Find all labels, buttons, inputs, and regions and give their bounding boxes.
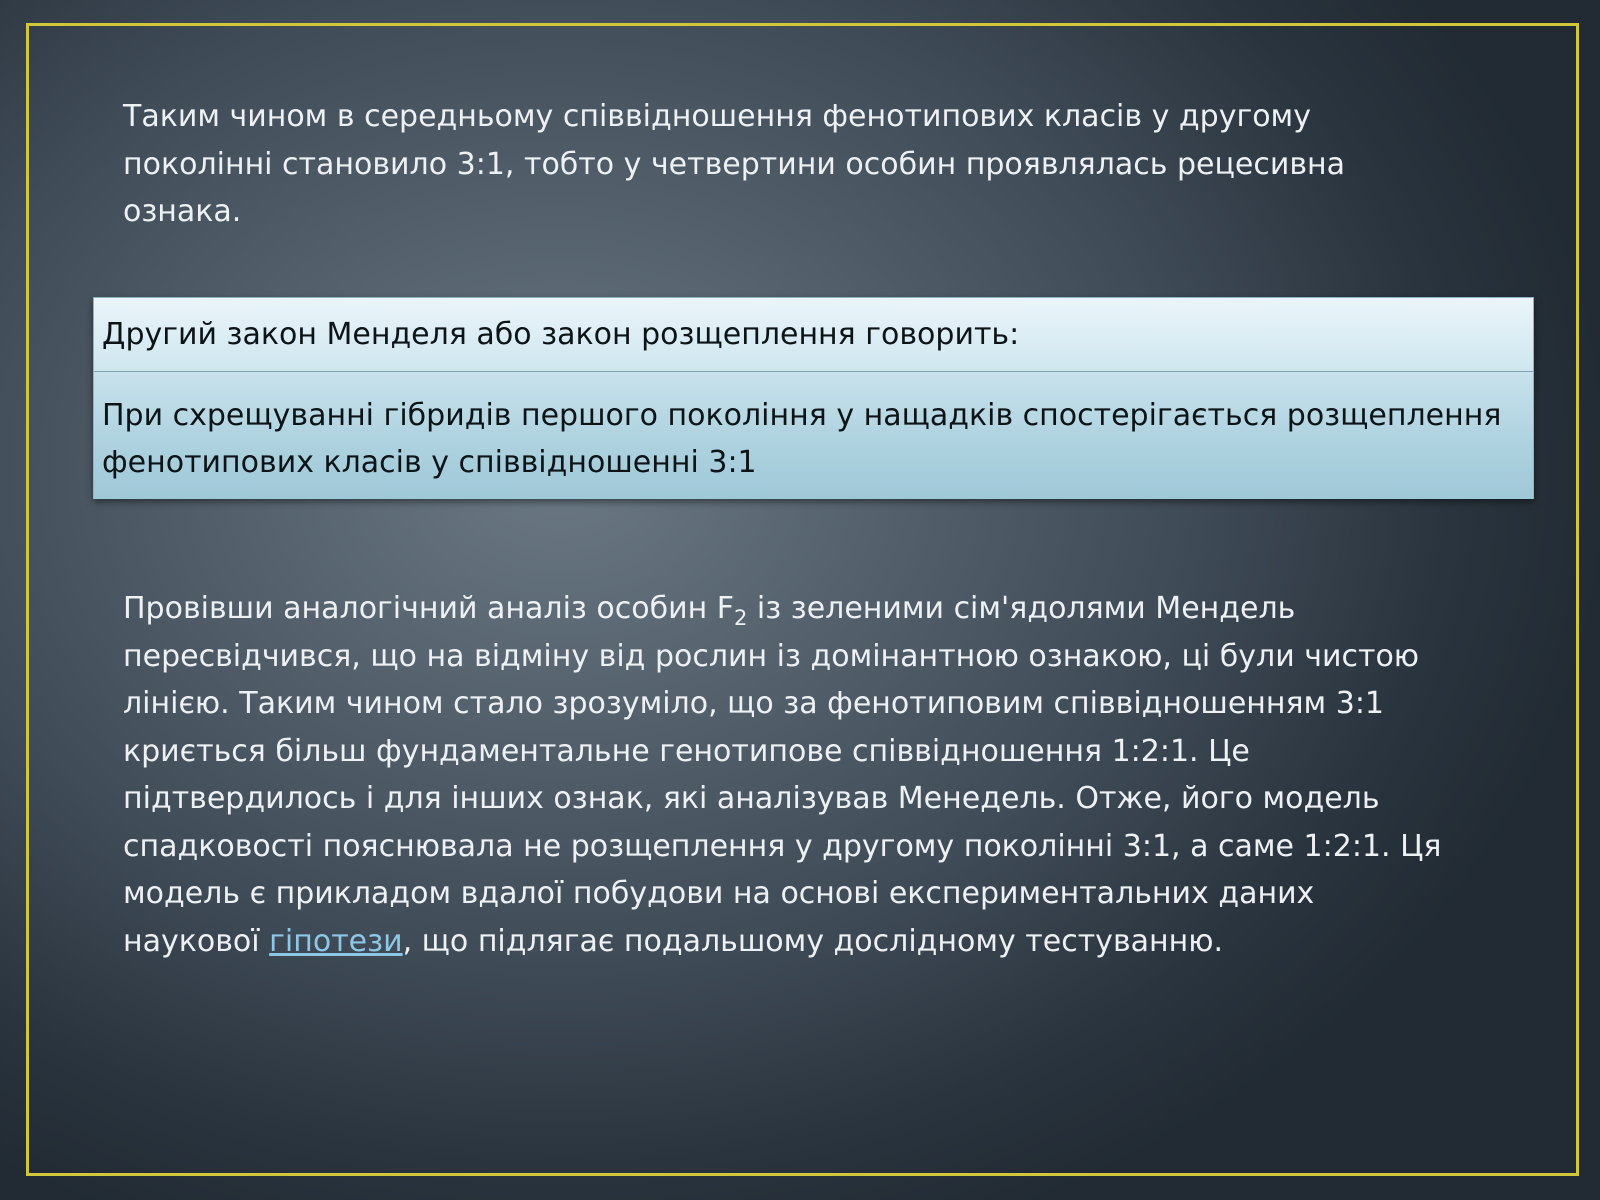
analysis-text-middle: із зеленими сім'ядолями Мендель пересвідчився, що на відміну від рослин із домінантною ознакою, ці були чистою лінією. Таким чином стало зрозуміло, що за фенотиповим співвідношенням 3:1 криється більш фундаментальне генотипове співвідношення 1:2:1. Це підтвердилось і для інших ознак, які аналізував Менедель. Отже, його модель спадковості пояснювала не розщеплення у другому поколінні 3:1, а саме 1:2:1. Ця модель є прикладом вдалої побудови на основі експериментальних даних наукової: [123, 591, 1442, 959]
hypothesis-link[interactable]: гіпотези: [269, 923, 403, 959]
law-table-body: При схрещуванні гібридів першого покоління у нащадків спостерігається розщеплення фенотипових класів у співвідношенні 3:1: [94, 372, 1533, 499]
analysis-text-start: Провівши аналогічний аналіз особин F: [123, 591, 735, 626]
intro-paragraph: Таким чином в середньому співвідношення фенотипових класів у другому поколінні становило 3:1, тобто у четвертини особин проявлялась рецесивна ознака.: [123, 99, 1346, 229]
law-table-header: Другий закон Менделя або закон розщеплення говорить:: [94, 298, 1533, 372]
generation-subscript: 2: [734, 606, 748, 630]
analysis-paragraph: [123, 585, 1453, 965]
law-table: [93, 297, 1534, 499]
analysis-text-end: , що підлягає подальшому дослідному тестуванню.: [402, 923, 1224, 959]
